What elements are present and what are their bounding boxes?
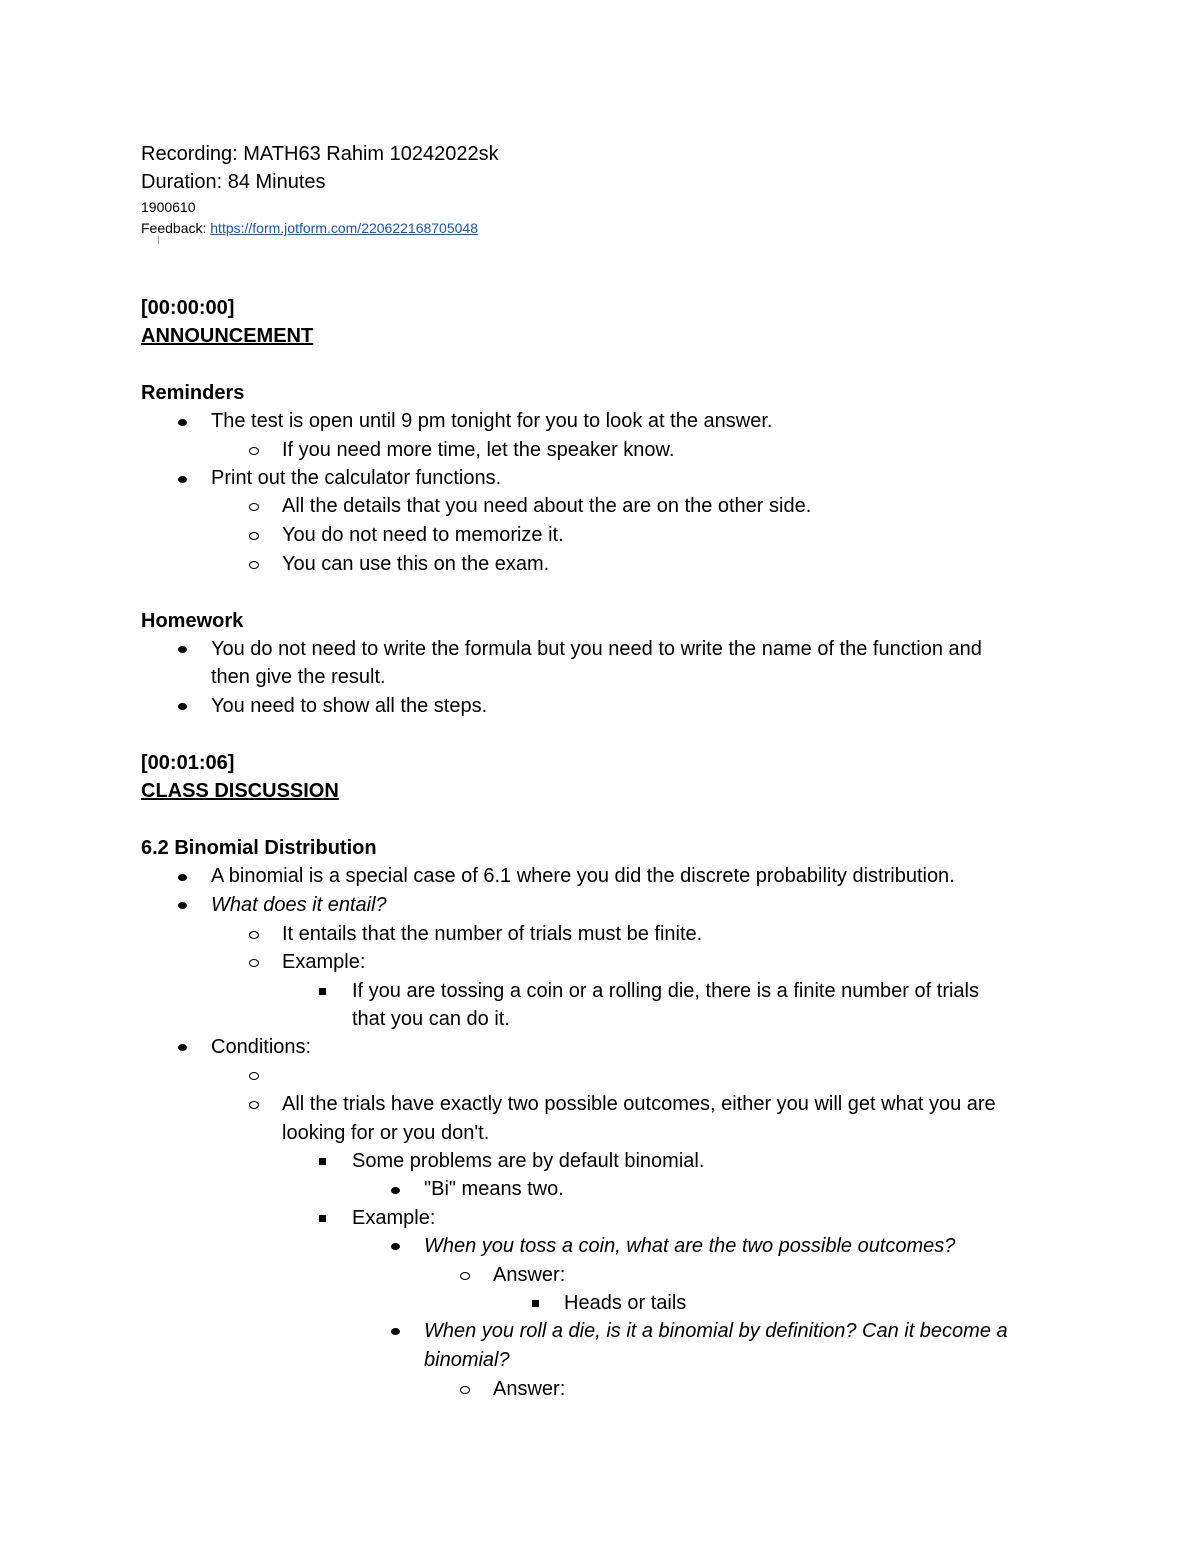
timestamp-1: [00:00:00] (141, 297, 235, 319)
bullet-square-icon (319, 1158, 326, 1165)
bullet-circle-icon (460, 1272, 470, 1280)
question-coin: When you toss a coin, what are the two possible outcomes? (424, 1235, 956, 1257)
reminder-subitem-3: You do not need to memorize it. (282, 524, 564, 546)
reminder-item-1: The test is open until 9 pm tonight for you to look at the answer. (211, 410, 773, 432)
heading-homework: Homework (141, 610, 244, 632)
question-die-answer-label: Answer: (493, 1378, 566, 1400)
condition-line-1: All the trials have exactly two possible outcomes, either you will get what you are (282, 1093, 996, 1115)
bullet-disc-icon (178, 902, 187, 909)
topic-item-2: What does it entail? (211, 894, 387, 916)
reminder-item-2: Print out the calculator functions. (211, 467, 502, 489)
bullet-disc-icon (178, 419, 187, 426)
heading-reminders: Reminders (141, 382, 245, 404)
reminder-subitem-1: If you need more time, let the speaker know. (282, 439, 675, 461)
bullet-disc-icon (178, 476, 187, 483)
question-die-line-1: When you roll a die, is it a binomial by definition? Can it become a (424, 1320, 1008, 1342)
comment-marker (158, 236, 159, 244)
feedback-label: Feedback: (141, 220, 211, 236)
section-title-announcement: ANNOUNCEMENT (141, 325, 314, 347)
bullet-circle-icon (249, 532, 259, 540)
homework-item-1-line-1: You do not need to write the formula but you need to write the name of the function and (211, 638, 982, 660)
reminder-subitem-2: All the details that you need about the are on the other side. (282, 495, 812, 517)
topic-item-3: Conditions: (211, 1036, 312, 1058)
feedback-line (141, 219, 478, 237)
topic-subitem-2b: Example: (282, 951, 366, 973)
bullet-circle-icon (249, 1101, 259, 1109)
condition-subsubitem-bi: "Bi" means two. (424, 1178, 564, 1200)
bullet-disc-icon (391, 1187, 400, 1194)
bullet-square-icon (319, 988, 326, 995)
recording-title: Recording: MATH63 Rahim 10242022sk (141, 143, 499, 165)
question-coin-answer: Heads or tails (564, 1292, 687, 1314)
bullet-circle-icon (460, 1386, 470, 1394)
bullet-circle-icon (249, 959, 259, 967)
section-title-class-discussion: CLASS DISCUSSION (141, 780, 339, 802)
bullet-disc-icon (391, 1328, 400, 1335)
condition-subitem-1: Some problems are by default binomial. (352, 1150, 705, 1172)
condition-subitem-example: Example: (352, 1207, 436, 1229)
topic-item-1: A binomial is a special case of 6.1 where you did the discrete probability distribution. (211, 865, 955, 887)
timestamp-2: [00:01:06] (141, 752, 235, 774)
question-die-line-2: binomial? (424, 1349, 510, 1371)
topic-subitem-2a: It entails that the number of trials must be finite. (282, 923, 703, 945)
bullet-disc-icon (178, 1044, 187, 1051)
bullet-circle-icon (249, 931, 259, 939)
condition-line-2: looking for or you don't. (282, 1122, 490, 1144)
feedback-link[interactable]: https://form.jotform.com/220622168705048 (210, 220, 478, 236)
heading-binomial-distribution: 6.2 Binomial Distribution (141, 837, 377, 859)
topic-subsubitem-line-2: that you can do it. (352, 1008, 510, 1030)
bullet-circle-icon (249, 447, 259, 455)
homework-item-1-line-2: then give the result. (211, 666, 386, 688)
bullet-circle-icon (249, 561, 259, 569)
topic-subsubitem-line-1: If you are tossing a coin or a rolling die, there is a finite number of trials (352, 980, 979, 1002)
reminder-subitem-4: You can use this on the exam. (282, 553, 550, 575)
bullet-square-icon (319, 1215, 326, 1222)
bullet-disc-icon (178, 703, 187, 710)
bullet-disc-icon (391, 1243, 400, 1250)
bullet-square-icon (532, 1300, 539, 1307)
bullet-circle-icon (249, 1072, 259, 1080)
duration-line: Duration: 84 Minutes (141, 171, 326, 193)
id-number: 1900610 (141, 199, 196, 215)
bullet-disc-icon (178, 874, 187, 881)
bullet-circle-icon (249, 503, 259, 511)
question-coin-answer-label: Answer: (493, 1264, 566, 1286)
bullet-disc-icon (178, 646, 187, 653)
homework-item-2: You need to show all the steps. (211, 695, 488, 717)
